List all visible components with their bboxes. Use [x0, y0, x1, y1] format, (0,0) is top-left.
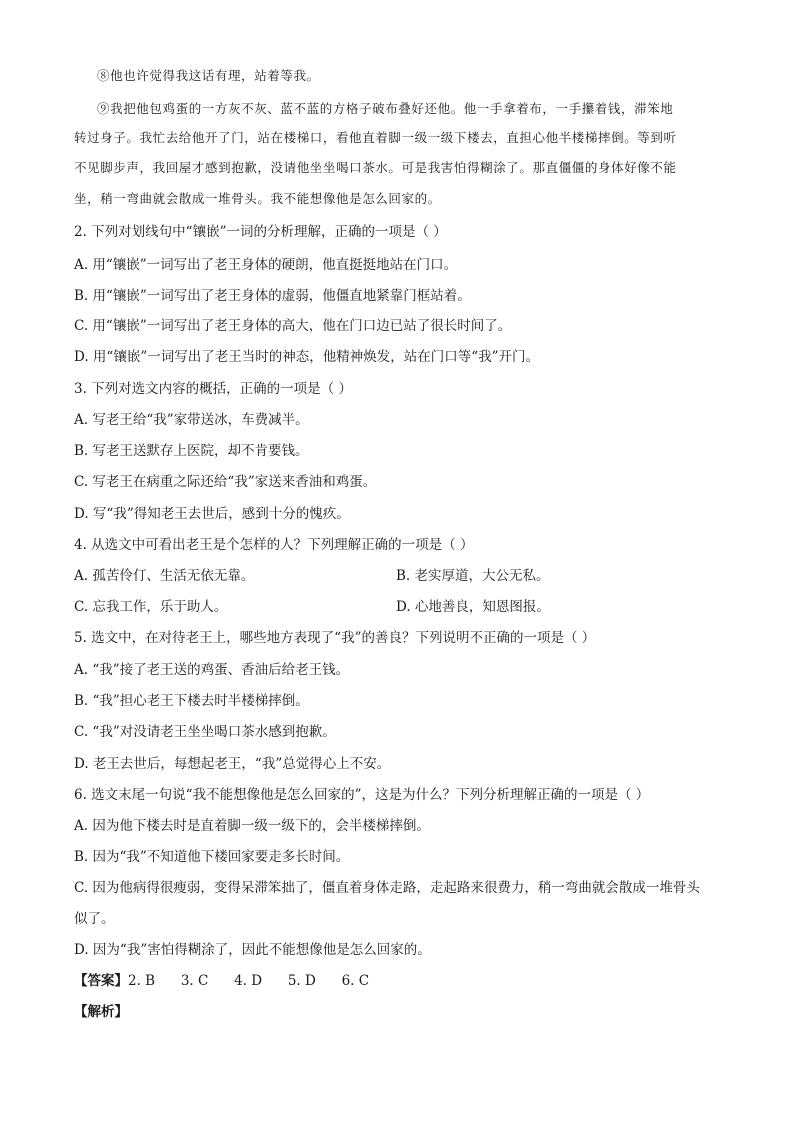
- question-5-stem: 5. 选文中，在对待老王上，哪些地方表现了“我”的善良？下列说明不正确的一项是（ ）: [74, 630, 596, 646]
- question-3-option-a: A. 写老王给“我”家带送冰，车费减半。: [74, 412, 309, 428]
- analysis-label: 【解析】: [74, 1004, 128, 1020]
- question-6-option-c-line-1: C. 因为他病得很瘦弱，变得呆滞笨拙了，僵直着身体走路，走起路来很费力，稍一弯曲就会散成一堆骨头: [74, 880, 700, 896]
- question-5-option-d: D. 老王去世后，每想起老王，“我”总觉得心上不安。: [74, 756, 391, 772]
- question-4-option-a: A. 孤苦伶仃、生活无依无靠。: [74, 568, 255, 584]
- question-2-option-c: C. 用“镶嵌”一词写出了老王身体的高大，他在门口边已站了很长时间了。: [74, 318, 512, 334]
- question-6-option-c-line-2: 似了。: [74, 911, 115, 927]
- passage-paragraph-9-line-1: ⑨我把他包鸡蛋的一方灰不灰、蓝不蓝的方格子破布叠好还他。他一手拿着布，一手攥着钱，滞笨地: [97, 101, 674, 116]
- question-2-stem: 2. 下列对划线句中“镶嵌”一词的分析理解，正确的一项是（ ）: [74, 224, 447, 240]
- question-2-option-a: A. 用“镶嵌”一词写出了老王身体的硬朗，他直挺挺地站在门口。: [74, 257, 458, 273]
- question-4-stem: 4. 从选文中可看出老王是个怎样的人？下列理解正确的一项是（ ）: [74, 537, 474, 553]
- question-2-option-b: B. 用“镶嵌”一词写出了老王身体的虚弱，他僵直地紧靠门框站着。: [74, 288, 471, 304]
- question-2-option-d: D. 用“镶嵌”一词写出了老王当时的神态，他精神焕发，站在门口等“我”开门。: [74, 349, 540, 365]
- question-6-option-d: D. 因为“我”害怕得糊涂了，因此不能想像他是怎么回家的。: [74, 942, 431, 958]
- passage-paragraph-9-line-3: 不见脚步声，我回屋才感到抱歉，没请他坐坐喝口茶水。可是我害怕得糊涂了。那直僵僵的身体好像不能: [74, 160, 677, 175]
- question-5-option-c: C. “我”对没请老王坐坐喝口茶水感到抱歉。: [74, 724, 336, 740]
- question-5-option-b: B. “我”担心老王下楼去时半楼梯摔倒。: [74, 693, 309, 709]
- question-3-stem: 3. 下列对选文内容的概括，正确的一项是（ ）: [74, 381, 352, 397]
- question-3-option-c: C. 写老王在病重之际还给“我”家送来香油和鸡蛋。: [74, 474, 377, 490]
- question-5-option-a: A. “我”接了老王送的鸡蛋、香油后给老王钱。: [74, 662, 350, 678]
- question-4-option-c: C. 忘我工作，乐于助人。: [74, 599, 228, 615]
- answer-label: 【答案】: [74, 973, 128, 989]
- passage-paragraph-8: ⑧他也许觉得我这话有理，站着等我。: [97, 68, 320, 83]
- answer-line: [74, 973, 369, 989]
- question-3-option-b: B. 写老王送默存上医院，却不肯要钱。: [74, 443, 309, 459]
- question-6-option-a: A. 因为他下楼去时是直着脚一级一级下的，会半楼梯摔倒。: [74, 818, 430, 834]
- passage-paragraph-9-line-4: 坐，稍一弯曲就会散成一堆骨头。我不能想像他是怎么回家的。: [74, 191, 441, 206]
- passage-paragraph-9-line-2: 转过身子。我忙去给他开了门，站在楼梯口，看他直着脚一级一级下楼去，直担心他半楼梯摔倒。等到听: [74, 130, 677, 145]
- question-3-option-d: D. 写“我”得知老王去世后，感到十分的愧疚。: [74, 506, 350, 522]
- answer-text: 2. B 3. C 4. D 5. D 6. C: [128, 973, 370, 989]
- question-6-option-b: B. 因为“我”不知道他下楼回家要走多长时间。: [74, 849, 350, 865]
- question-6-stem: 6. 选文末尾一句说“我不能想像他是怎么回家的”，这是为什么？下列分析理解正确的一项是（ ）: [74, 787, 650, 803]
- question-4-option-b: B. 老实厚道，大公无私。: [396, 568, 550, 584]
- question-4-option-d: D. 心地善良，知恩图报。: [396, 599, 550, 615]
